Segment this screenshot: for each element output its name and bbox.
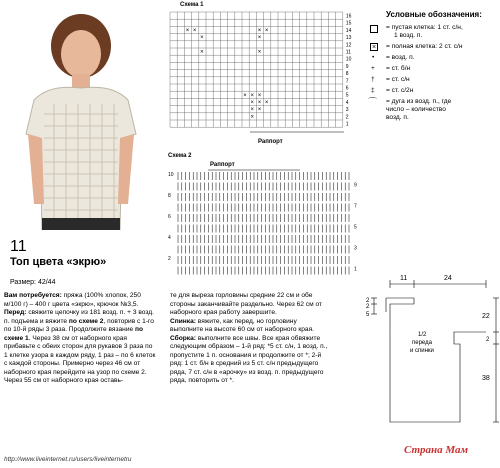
scheme1-row-label: 14 <box>345 27 352 34</box>
scheme1-label: Схема 1 <box>180 2 204 8</box>
pattern-top-right: 24 <box>444 275 452 282</box>
scheme1-row-label: 13 <box>345 35 352 42</box>
scheme1-cross-mark: × <box>264 28 269 34</box>
pattern-right-mid: 2 <box>486 337 490 343</box>
assembly-label: Сборка: <box>170 334 196 342</box>
front-text-3: . Через 38 см от наборного края прибавьте с обеих сторон для рукавов 3 раза по 1 клетке узора в каждом ряду, 1 раз – по 6 клеток с каждой стороны. Примерно через 46 см от наборного края перейдите на узор по схеме 2. Через 55 см от наборного края оставь- <box>4 334 156 384</box>
legend-item-empty-cont: 1 возд. п. <box>394 32 423 39</box>
legend-item-dot: • = возд. п. <box>372 54 415 61</box>
col2-text-1: те для выреза горловины средние 22 см и обе стороны заканчивайте раздельно. Через 62 см от наборного края работу завершите. <box>170 292 322 316</box>
pattern-half: 1/2 <box>418 332 427 338</box>
scheme1-row-label: 16 <box>345 13 352 20</box>
pattern-right-upper: 22 <box>482 313 490 320</box>
legend-item-full: × = полная клетка: 2 ст. с/н <box>371 43 463 51</box>
scheme2-row-label: 2 <box>168 256 171 262</box>
scheme1-row-label: 12 <box>345 42 352 49</box>
footer-url[interactable]: http://www.liveinternet.ru/users/liveinternetru <box>4 456 132 463</box>
scheme2-row-label: 10 <box>168 172 174 178</box>
instructions-col1 <box>4 292 156 386</box>
scheme2-row-label: 4 <box>168 235 171 241</box>
article-size: Размер: 42/44 <box>10 279 56 286</box>
scheme1-cross-mark: × <box>250 107 255 114</box>
scheme1-row-label: 4 <box>345 99 349 106</box>
pattern-left-2: 2 <box>366 304 370 310</box>
scheme2-row-label: 1 <box>354 266 357 273</box>
scheme1-cross-mark: × <box>264 100 269 106</box>
instructions-col2 <box>170 292 328 386</box>
scheme2-row-label: 5 <box>354 224 357 231</box>
scheme1-cross-mark: × <box>250 114 255 121</box>
scheme1-cross-mark: × <box>200 35 204 42</box>
scheme2-rapport: Раппорт <box>210 162 235 168</box>
back-label: Спинка: <box>170 317 196 325</box>
scheme1-cross-mark: × <box>250 92 255 99</box>
scheme2-row-label: 8 <box>168 193 171 199</box>
scheme1-row-label: 11 <box>345 49 352 56</box>
scheme1-cross-mark: × <box>243 92 247 99</box>
scheme1-cross-mark: × <box>185 28 190 34</box>
scheme1-row-label: 6 <box>345 85 349 92</box>
scheme2-label: Схема 2 <box>168 153 192 159</box>
scheme1-row-label: 10 <box>345 56 352 63</box>
scheme2-row-label: 3 <box>354 245 357 252</box>
legend-item-arc-cont1: число – количество <box>386 106 446 113</box>
scheme1-rapport: Раппорт <box>258 139 283 145</box>
assembly-text: выполните все швы. Все края обвяжите следующим образом – 1-й ряд: *5 ст. с/н, 1 возд. п., пропустите 1 п. основания и продолжите от *; 2-й ряд: 1 ст. б/н в средний из 5 ст. с/н предыдущего ряда, 7 ст. с/н в «арочку» из возд. п. предыдущего ряда, повторить от *. <box>170 334 328 384</box>
pattern-piece2: и спинки <box>410 348 434 354</box>
scheme1-cross-mark: × <box>257 92 262 99</box>
front-scheme2: по схеме 2 <box>68 317 104 325</box>
scheme1-grid <box>168 10 358 138</box>
pattern-diagram <box>356 272 500 440</box>
need-text: пряжа (100% хлопок, 250 м/100 г) – 400 г цвета «экрю», крючок №3,5. <box>4 292 141 308</box>
scheme1-row-label: 8 <box>345 71 349 78</box>
scheme1-cross-mark: × <box>257 107 262 114</box>
back-text: вяжите, как перед, но горловину выполните на высоте 60 см от наборного края. <box>170 317 314 333</box>
scheme1-cross-mark: × <box>200 49 204 56</box>
scheme1-cross-mark: × <box>192 28 197 34</box>
scheme1-row-label: 3 <box>345 107 349 114</box>
scheme2-row-label: 6 <box>168 214 171 220</box>
scheme2-row-label: 7 <box>354 203 357 210</box>
legend-item-t: † = ст. с/н <box>371 76 410 83</box>
scheme1-row-label: 2 <box>345 114 349 121</box>
legend-list <box>368 24 498 122</box>
pattern-left-3: 5 <box>366 312 370 318</box>
scheme1-row-label: 7 <box>345 78 349 85</box>
scheme2-row-label: 9 <box>354 182 357 189</box>
scheme1-row-label: 9 <box>345 63 349 70</box>
front-text-1: свяжите цепочку из 181 возд. п. + 3 возд. п. подъема и вяжите <box>4 309 154 325</box>
scheme2-grid <box>168 168 368 286</box>
footer-logo: Страна Мам <box>404 444 469 456</box>
legend-item-empty: = пустая клетка: 1 ст. с/н, <box>368 24 498 32</box>
scheme1-row-label: 5 <box>345 92 349 99</box>
legend-title: Условные обозначения: <box>386 10 482 19</box>
legend-item-t2: ‡ = ст. с/2н <box>371 87 414 94</box>
pattern-right-lower: 38 <box>482 375 490 382</box>
pattern-piece1: переда <box>412 340 432 346</box>
article-title: Топ цвета «экрю» <box>10 256 107 268</box>
scheme1-cross-mark: × <box>257 49 262 56</box>
scheme1-cross-mark: × <box>257 35 262 42</box>
front-label: Перед: <box>4 309 27 316</box>
legend-item-plus: + = ст. б/н <box>371 65 411 72</box>
model-photo <box>4 4 158 230</box>
scheme1-cross-mark: × <box>257 28 262 34</box>
article-number: 11 <box>10 238 27 255</box>
scheme1-row-label: 1 <box>345 121 349 128</box>
legend-item-arc-cont2: возд. п. <box>386 114 409 121</box>
front-text-2: , повторив с 1-го по 10-й ряды 3 раза. Продолжите вязание <box>4 317 154 333</box>
scheme1-cross-mark: × <box>250 100 255 106</box>
scheme1-cross-mark: × <box>257 100 262 106</box>
pattern-top-left: 11 <box>400 275 408 282</box>
pattern-left-1: 2 <box>366 298 370 304</box>
need-label: Вам потребуется: <box>4 292 62 299</box>
legend-item-arc: ⌒ = дуга из возд. п., где <box>368 97 452 107</box>
scheme1-row-label: 15 <box>345 20 352 27</box>
front-scheme1: по схеме 1 <box>4 326 144 342</box>
